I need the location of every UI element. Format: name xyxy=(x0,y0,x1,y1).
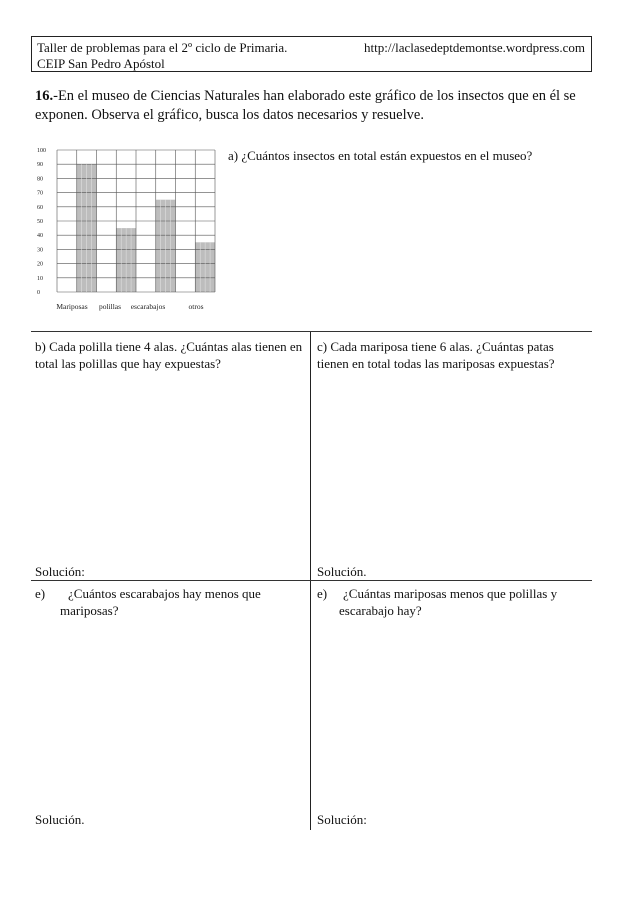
question-e xyxy=(317,585,582,618)
y-tick-label: 30 xyxy=(37,247,43,254)
solution-c: Solución. xyxy=(317,564,367,579)
solution-d: Solución. xyxy=(35,812,85,827)
question-d xyxy=(35,585,295,618)
divider-vertical xyxy=(310,332,311,830)
header-url: http://laclasedeptdemontse.wordpress.com xyxy=(364,40,585,55)
y-tick-label: 0 xyxy=(37,290,40,296)
question-c: c) Cada mariposa tiene 6 alas. ¿Cuántas patas tienen en total todas las mariposas expuestas? xyxy=(317,339,555,371)
header-school: CEIP San Pedro Apóstol xyxy=(37,56,165,71)
y-tick-label: 90 xyxy=(37,162,43,169)
x-tick-label-escarabajos: escarabajos xyxy=(130,302,166,311)
divider-top xyxy=(31,331,592,332)
y-tick-label: 80 xyxy=(37,176,43,183)
question-e-label: e) xyxy=(317,586,328,601)
y-tick-label: 100 xyxy=(37,148,46,154)
header-box xyxy=(31,36,592,72)
question-e-text: ¿Cuántas mariposas menos que polillas y escarabajo hay? xyxy=(339,586,558,618)
divider-middle xyxy=(31,580,592,581)
problem-statement xyxy=(35,87,595,125)
bar-chart xyxy=(30,140,220,320)
x-tick-label-otros: otros xyxy=(188,302,204,311)
problem-number: 16. xyxy=(35,88,54,104)
bar-chart-svg xyxy=(30,140,220,320)
y-tick-label: 60 xyxy=(37,204,43,211)
header-course: Taller de problemas para el 2º ciclo de Primaria. xyxy=(37,40,288,55)
y-tick-label: 70 xyxy=(37,190,43,197)
question-a: a) ¿Cuántos insectos en total están expuestos en el museo? xyxy=(228,148,533,163)
solution-e: Solución: xyxy=(317,812,367,827)
problem-text: -En el museo de Ciencias Naturales han elaborado este gráfico de los insectos que en él se exponen. Observa el gráfico, busca los datos necesarios y resuelve. xyxy=(35,88,576,123)
y-tick-label: 20 xyxy=(37,261,43,268)
y-tick-label: 40 xyxy=(37,233,43,240)
x-tick-label-mariposas: Mariposas xyxy=(56,302,88,311)
x-tick-label-polillas: polillas xyxy=(98,302,122,311)
y-tick-label: 10 xyxy=(37,275,43,282)
solution-b: Solución: xyxy=(35,564,85,579)
header-school-info xyxy=(37,40,287,72)
y-tick-label: 50 xyxy=(37,219,43,225)
question-d-text-first: ¿Cuántos escarabajos hay menos que mariposas? xyxy=(60,586,261,618)
question-b: b) Cada polilla tiene 4 alas. ¿Cuántas alas tienen en total las polillas que hay expuestas? xyxy=(35,339,303,371)
question-d-label: e) xyxy=(35,586,46,601)
